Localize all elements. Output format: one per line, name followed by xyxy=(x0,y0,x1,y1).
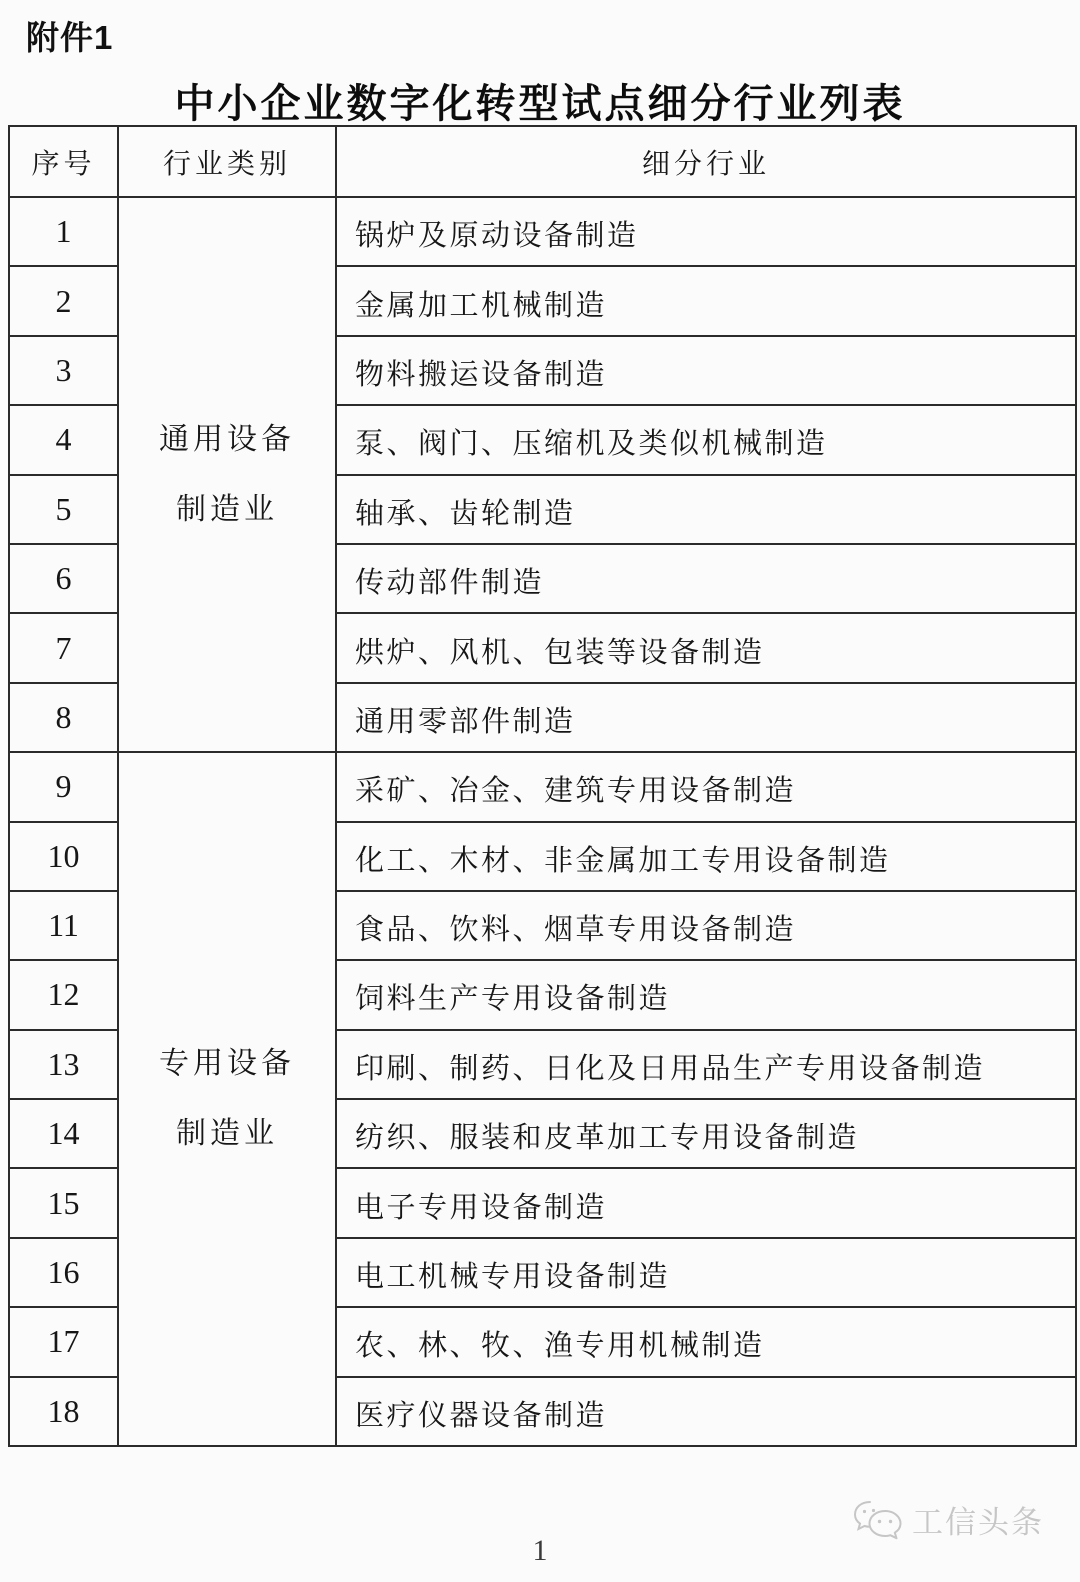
industry-cell: 电工机械专用设备制造 xyxy=(336,1238,1076,1307)
watermark-label: 工信头条 xyxy=(912,1504,1044,1540)
row-number: 7 xyxy=(9,613,118,682)
row-number: 3 xyxy=(9,336,118,405)
row-number: 5 xyxy=(9,475,118,544)
row-number: 10 xyxy=(9,822,118,891)
row-number: 16 xyxy=(9,1238,118,1307)
industry-cell: 通用零部件制造 xyxy=(336,683,1076,752)
industry-cell: 纺织、服装和皮革加工专用设备制造 xyxy=(336,1099,1076,1168)
industry-cell: 化工、木材、非金属加工专用设备制造 xyxy=(336,822,1076,891)
row-number: 8 xyxy=(9,683,118,752)
industry-cell: 传动部件制造 xyxy=(336,544,1076,613)
industry-cell: 食品、饮料、烟草专用设备制造 xyxy=(336,891,1076,960)
industry-cell: 金属加工机械制造 xyxy=(336,266,1076,335)
industry-cell: 烘炉、风机、包装等设备制造 xyxy=(336,613,1076,682)
row-number: 1 xyxy=(9,197,118,266)
category-cell-special-equipment xyxy=(118,752,336,1446)
table-row xyxy=(9,197,1076,266)
row-number: 2 xyxy=(9,266,118,335)
category-label: 通用设备制造业 xyxy=(159,422,295,526)
category-label: 专用设备制造业 xyxy=(159,1047,295,1151)
industry-cell: 物料搬运设备制造 xyxy=(336,336,1076,405)
attachment-label: 附件1 xyxy=(26,19,114,56)
row-number: 17 xyxy=(9,1307,118,1376)
page-number: 1 xyxy=(532,1534,548,1567)
row-number: 14 xyxy=(9,1099,118,1168)
row-number: 6 xyxy=(9,544,118,613)
row-number: 9 xyxy=(9,752,118,821)
header-serial-number: 序号 xyxy=(9,126,118,197)
page-title: 中小企业数字化转型试点细分行业列表 xyxy=(174,82,906,126)
category-cell-general-equipment xyxy=(118,197,336,752)
row-number: 12 xyxy=(9,960,118,1029)
row-number: 11 xyxy=(9,891,118,960)
industry-cell: 农、林、牧、渔专用机械制造 xyxy=(336,1307,1076,1376)
industry-cell: 印刷、制药、日化及日用品生产专用设备制造 xyxy=(336,1030,1076,1099)
industry-cell: 锅炉及原动设备制造 xyxy=(336,197,1076,266)
table-header-row xyxy=(9,126,1076,197)
row-number: 18 xyxy=(9,1377,118,1446)
industry-cell: 医疗仪器设备制造 xyxy=(336,1377,1076,1446)
industry-cell: 轴承、齿轮制造 xyxy=(336,475,1076,544)
industry-cell: 饲料生产专用设备制造 xyxy=(336,960,1076,1029)
industry-cell: 电子专用设备制造 xyxy=(336,1168,1076,1237)
industry-cell: 采矿、冶金、建筑专用设备制造 xyxy=(336,752,1076,821)
header-industry-category: 行业类别 xyxy=(118,126,336,197)
row-number: 15 xyxy=(9,1168,118,1237)
row-number: 13 xyxy=(9,1030,118,1099)
industry-cell: 泵、阀门、压缩机及类似机械制造 xyxy=(336,405,1076,474)
row-number: 4 xyxy=(9,405,118,474)
header-subdivided-industry: 细分行业 xyxy=(336,126,1076,197)
industry-table xyxy=(8,125,1077,1447)
table-row xyxy=(9,752,1076,821)
